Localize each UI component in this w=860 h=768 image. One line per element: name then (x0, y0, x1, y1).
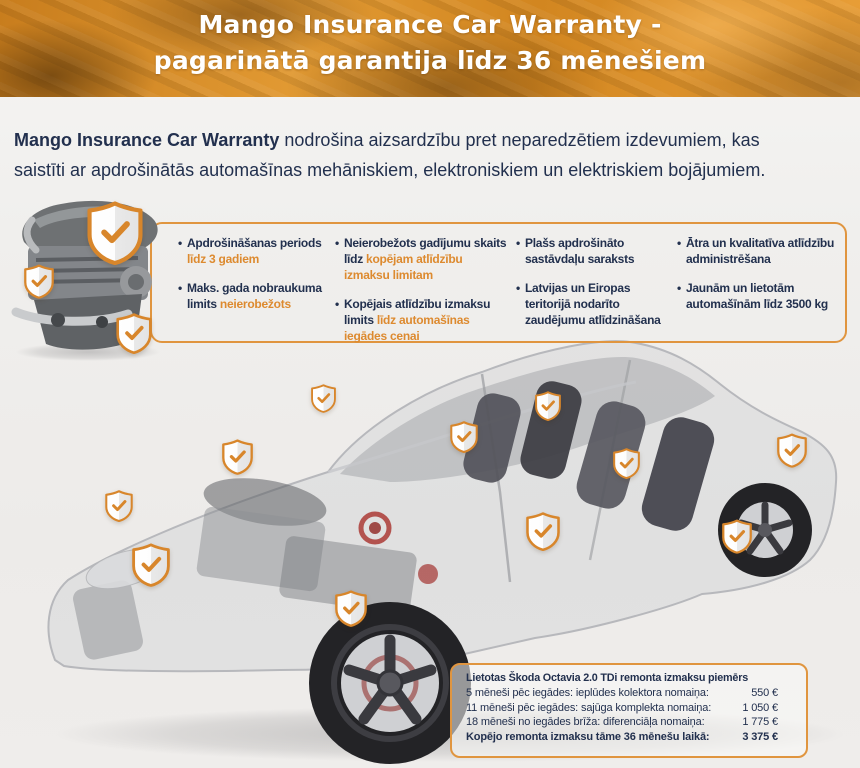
cost-row (466, 715, 792, 730)
bullet-icon: • (178, 236, 182, 250)
benefit-column-4 (677, 236, 847, 341)
cost-row (466, 701, 792, 716)
shield-check-icon (535, 391, 561, 421)
cost-label: Kopējo remonta izmaksu tāme 36 mēnešu laikā: (466, 731, 710, 744)
benefit-text: Jaunām un lietotām automašīnām līdz 3500 kg (685, 280, 829, 311)
bullet-icon: • (178, 280, 182, 295)
benefit-text: Latvijas un Eiropas teritorijā nodarīto zaudējumu atlīdzināšana (524, 280, 661, 327)
page-title (0, 0, 860, 78)
shield-check-icon (132, 543, 170, 587)
header-banner (0, 0, 860, 97)
benefit-item (516, 281, 672, 329)
shield-check-icon (777, 433, 807, 468)
cost-row (466, 686, 792, 701)
shield-check-icon (335, 590, 367, 627)
intro-line2: saistīti ar apdrošinātās automašīnas mehāniskiem, elektroniskiem un elektriskiem bojājumiem. (14, 159, 766, 180)
benefit-highlight: kopējam atlīdzību izmaksu limitam (343, 251, 463, 282)
benefits-box (150, 222, 847, 343)
bullet-icon: • (335, 296, 339, 311)
benefit-highlight: līdz automašīnas iegādes cenai (343, 312, 470, 343)
shield-check-icon (222, 439, 253, 475)
shield-check-icon (526, 512, 560, 551)
benefit-item (178, 281, 330, 313)
benefit-item (335, 297, 511, 345)
cost-price: 3 375 € (742, 731, 778, 744)
shield-check-icon (450, 421, 478, 453)
benefit-item (335, 236, 511, 284)
benefit-item (178, 236, 330, 268)
shield-check-icon (116, 313, 152, 354)
shield-check-icon (613, 448, 640, 479)
shield-check-icon (87, 201, 143, 265)
cost-price: 1 775 € (742, 716, 778, 729)
shield-check-icon (311, 384, 336, 413)
benefit-item (677, 236, 847, 268)
bullet-icon: • (677, 236, 681, 250)
benefit-highlight: līdz 3 gadiem (186, 251, 260, 266)
shield-check-icon (24, 264, 54, 299)
cost-price: 550 € (751, 687, 778, 699)
benefit-column-3 (516, 236, 672, 341)
intro-paragraph (14, 126, 848, 186)
benefit-highlight: neierobežots (219, 296, 291, 311)
bullet-icon: • (516, 280, 520, 295)
benefit-text: Maks. gada nobraukuma limits (186, 280, 322, 311)
benefit-column-2 (335, 236, 511, 341)
shield-check-icon (105, 490, 133, 522)
shield-check-icon (722, 519, 752, 554)
cost-label: 5 mēneši pēc iegādes: ieplūdes kolektora nomaiņa: (466, 687, 709, 699)
benefit-text: Neierobežots gadījumu skaits līdz (343, 236, 507, 266)
cost-label: 18 mēneši no iegādes brīža: diferenciāļa nomaiņa: (466, 716, 705, 729)
bullet-icon: • (516, 236, 520, 250)
cost-price: 1 050 € (742, 701, 778, 714)
benefit-text: Apdrošināšanas periods (186, 236, 322, 250)
cost-label: 11 mēneši pēc iegādes: sajūga komplekta nomaiņa: (466, 701, 712, 714)
benefit-item (677, 281, 847, 313)
bullet-icon: • (335, 236, 339, 250)
page-title-line1: Mango Insurance Car Warranty - (198, 10, 662, 39)
benefit-text: Ātra un kvalitatīva atlīdzību administrēšana (685, 236, 835, 266)
cost-row-total (466, 730, 792, 745)
page-title-line2: pagarinātā garantija līdz 36 mēnešiem (153, 45, 707, 75)
bullet-icon: • (677, 280, 681, 295)
repair-cost-box (450, 663, 808, 758)
intro-line1: nodrošina aizsardzību pret neparedzētiem izdevumiem, kas (279, 130, 760, 150)
intro-bold-text: Mango Insurance Car Warranty (14, 130, 280, 150)
benefit-item (516, 236, 672, 268)
benefit-column-1 (178, 236, 330, 341)
benefit-text: Kopējais atlīdzību izmaksu limits (343, 296, 491, 327)
benefit-text: Plašs apdrošināto sastāvdaļu saraksts (524, 236, 635, 266)
repair-cost-title: Lietotas Škoda Octavia 2.0 TDi remonta izmaksu piemērs (466, 672, 749, 684)
